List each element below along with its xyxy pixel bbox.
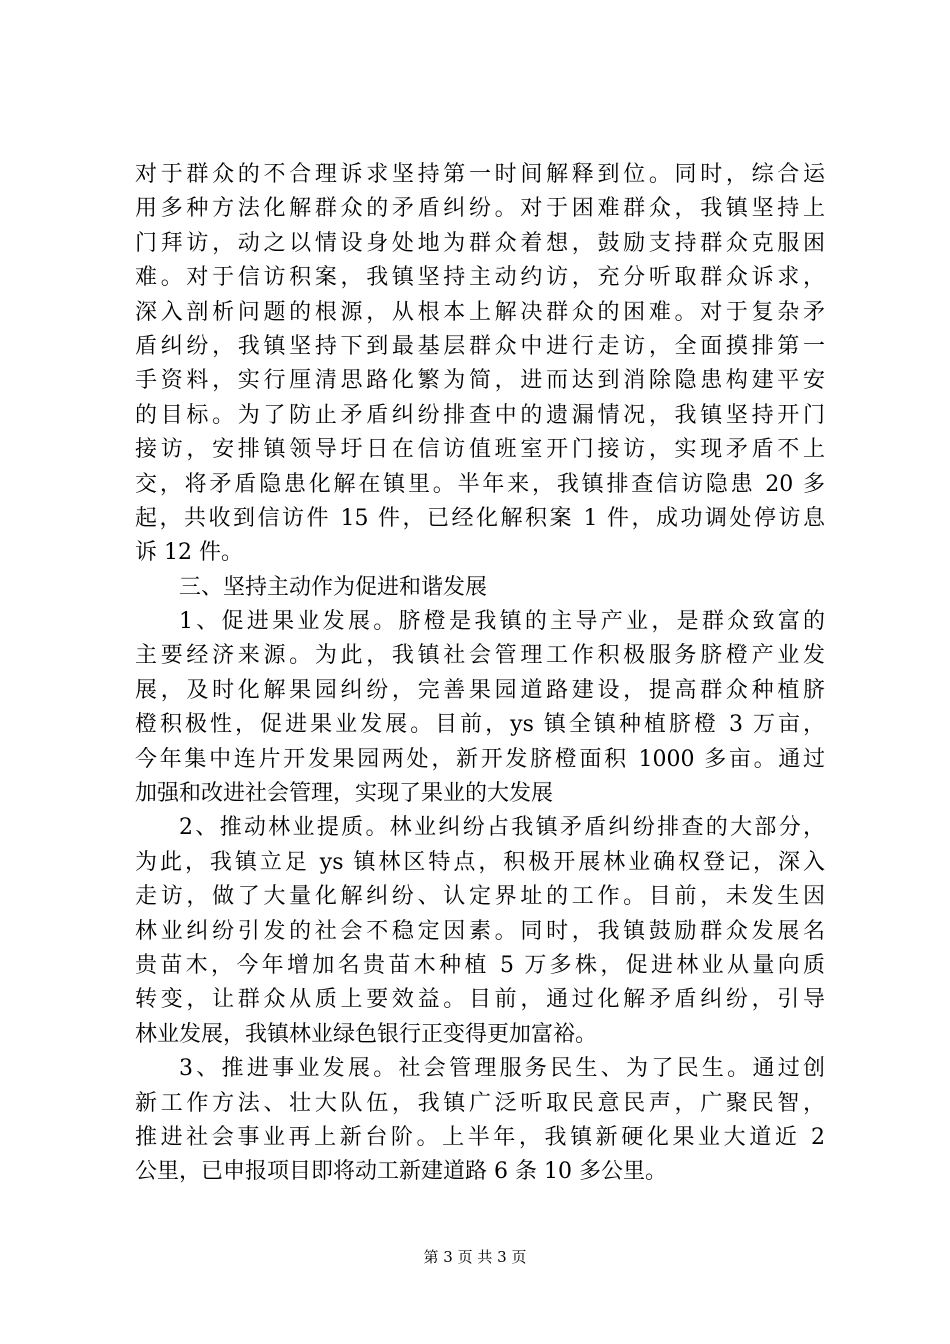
text-line: 展，及时化解果园纠纷，完善果园道路建设，提高群众种植脐 — [135, 677, 825, 703]
text-line: 2、推动林业提质。林业纠纷占我镇矛盾纠纷排查的大部分， — [179, 815, 825, 841]
text-line: 用多种方法化解群众的矛盾纠纷。对于困难群众，我镇坚持上 — [135, 196, 825, 222]
text-line: 1、促进果业发展。脐橙是我镇的主导产业，是群众致富的 — [179, 609, 825, 635]
text-line: 的目标。为了防止矛盾纠纷排查中的遗漏情况，我镇坚持开门 — [135, 402, 825, 428]
text-line: 对于群众的不合理诉求坚持第一时间解释到位。同时，综合运 — [135, 162, 825, 187]
text-line: 难。对于信访积案，我镇坚持主动约访，充分听取群众诉求， — [135, 265, 825, 291]
text-line: 转变，让群众从质上要效益。目前，通过化解矛盾纠纷，引导 — [135, 987, 825, 1013]
text-line: 走访，做了大量化解纠纷、认定界址的工作。目前，未发生因 — [135, 884, 825, 910]
text-line: 诉 12 件。 — [135, 540, 243, 566]
text-line: 推进社会事业再上新台阶。上半年，我镇新硬化果业大道近 2 — [135, 1124, 825, 1150]
text-line: 林业纠纷引发的社会不稳定因素。同时，我镇鼓励群众发展名 — [135, 918, 825, 944]
text-line: 橙积极性，促进果业发展。目前，ys 镇全镇种植脐橙 3 万亩， — [135, 712, 825, 738]
text-line: 公里，已申报项目即将动工新建道路 6 条 10 多公里。 — [135, 1159, 667, 1185]
text-line: 3、推进事业发展。社会管理服务民生、为了民生。通过创 — [179, 1056, 825, 1082]
text-line: 门拜访，动之以情设身处地为群众着想，鼓励支持群众克服困 — [135, 230, 825, 256]
text-line: 手资料，实行厘清思路化繁为简，进而达到消除隐患构建平安 — [135, 368, 825, 394]
text-line: 新工作方法、壮大队伍，我镇广泛听取民意民声，广聚民智， — [135, 1090, 825, 1116]
text-line: 林业发展，我镇林业绿色银行正变得更加富裕。 — [135, 1021, 598, 1047]
text-line: 起，共收到信访件 15 件，已经化解积案 1 件，成功调处停访息 — [135, 505, 825, 531]
page-footer: 第 3 页 共 3 页 — [423, 1248, 527, 1266]
text-line: 接访，安排镇领导圩日在信访值班室开门接访，实现矛盾不上 — [135, 437, 825, 463]
text-line: 盾纠纷，我镇坚持下到最基层群众中进行走访，全面摸排第一 — [135, 333, 825, 359]
text-line: 三、坚持主动作为促进和谐发展 — [179, 574, 488, 600]
text-line: 贵苗木，今年增加名贵苗木种植 5 万多株，促进林业从量向质 — [135, 952, 825, 978]
document-body — [135, 158, 825, 1190]
text-line: 深入剖析问题的根源，从根本上解决群众的困难。对于复杂矛 — [135, 299, 825, 325]
text-line: 为此，我镇立足 ys 镇林区特点，积极开展林业确权登记，深入 — [135, 849, 825, 875]
text-line: 加强和改进社会管理，实现了果业的大发展 — [135, 781, 554, 807]
text-line: 主要经济来源。为此，我镇社会管理工作积极服务脐橙产业发 — [135, 643, 825, 669]
text-line: 今年集中连片开发果园两处，新开发脐橙面积 1000 多亩。通过 — [135, 746, 825, 772]
text-line: 交，将矛盾隐患化解在镇里。半年来，我镇排查信访隐患 20 多 — [135, 471, 825, 497]
